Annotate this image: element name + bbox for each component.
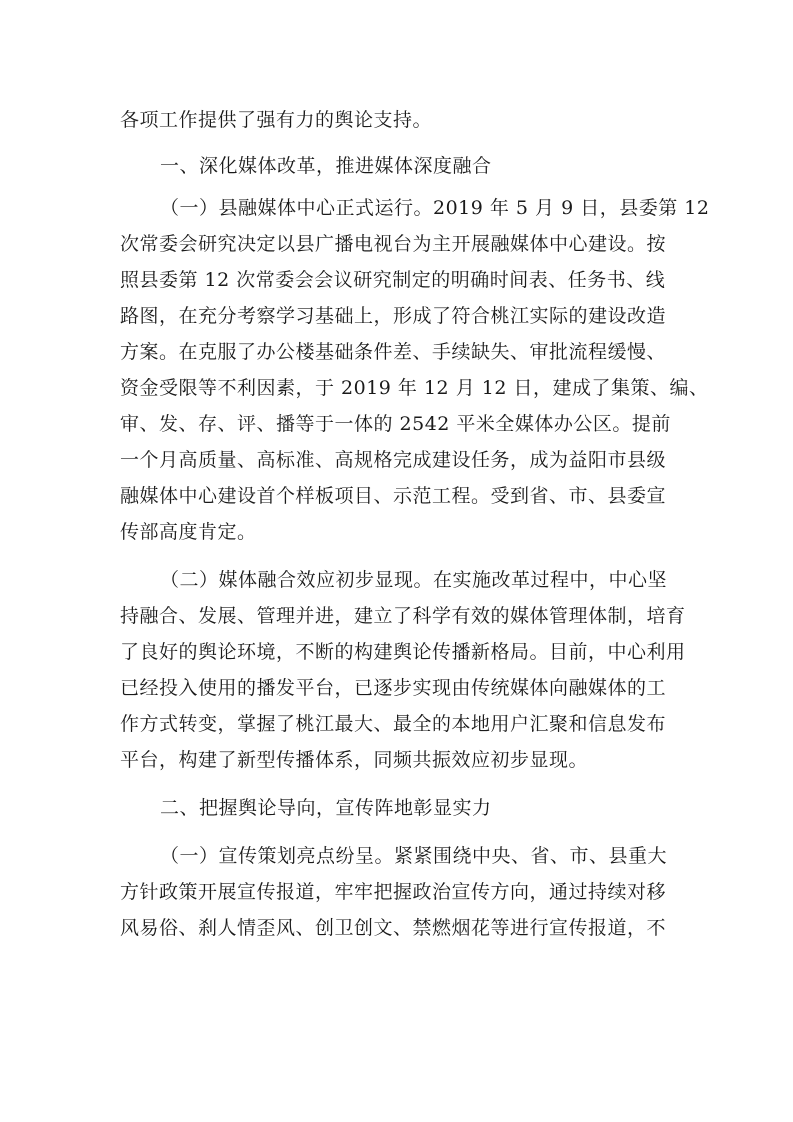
paragraph-line: 了良好的舆论环境，不断的构建舆论传播新格局。目前，中心利用 (120, 641, 686, 663)
paragraph-line: 次常委会研究决定以县广播电视台为主开展融媒体中心建设。按 (120, 233, 667, 255)
paragraph-line: 方案。在克服了办公楼基础条件差、手续缺失、审批流程缓慢、 (120, 341, 667, 363)
section-heading: 一、深化媒体改革，推进媒体深度融合 (160, 155, 492, 177)
paragraph-line: 风易俗、刹人情歪风、创卫创文、禁燃烟花等进行宣传报道，不 (120, 917, 667, 939)
paragraph-line: 平台，构建了新型传播体系，同频共振效应初步显现。 (120, 749, 589, 771)
paragraph-line: 资金受限等不利因素，于 2019 年 12 月 12 日，建成了集策、编、 (120, 377, 709, 399)
paragraph-line: 传部高度肯定。 (120, 521, 257, 543)
paragraph-line: 作方式转变，掌握了桃江最大、最全的本地用户汇聚和信息发布 (120, 713, 667, 735)
subsection-heading: （一）县融媒体中心正式运行。2019 年 5 月 9 日，县委第 12 (160, 197, 710, 219)
subsection-heading: （一）宣传策划亮点纷呈。紧紧围绕中央、省、市、县重大 (160, 845, 668, 867)
paragraph-line: 一个月高质量、高标准、高规格完成建设任务，成为益阳市县级 (120, 449, 667, 471)
paragraph-line: 方针政策开展宣传报道，牢牢把握政治宣传方向，通过持续对移 (120, 881, 667, 903)
subsection-heading: （二）媒体融合效应初步显现。在实施改革过程中，中心坚 (160, 569, 668, 591)
paragraph-line: 路图，在充分考察学习基础上，形成了符合桃江实际的建设改造 (120, 305, 667, 327)
paragraph-line: 审、发、存、评、播等于一体的 2542 平米全媒体办公区。提前 (120, 413, 671, 435)
document-body (120, 102, 710, 946)
paragraph-line: 照县委第 12 次常委会会议研究制定的明确时间表、任务书、线 (120, 269, 666, 291)
paragraph-line: 持融合、发展、管理并进，建立了科学有效的媒体管理体制，培育 (120, 605, 686, 627)
paragraph-line: 融媒体中心建设首个样板项目、示范工程。受到省、市、县委宣 (120, 485, 667, 507)
paragraph-line: 各项工作提供了强有力的舆论支持。 (120, 109, 433, 131)
paragraph-line: 已经投入使用的播发平台，已逐步实现由传统媒体向融媒体的工 (120, 677, 667, 699)
section-heading: 二、把握舆论导向，宣传阵地彰显实力 (160, 797, 492, 819)
